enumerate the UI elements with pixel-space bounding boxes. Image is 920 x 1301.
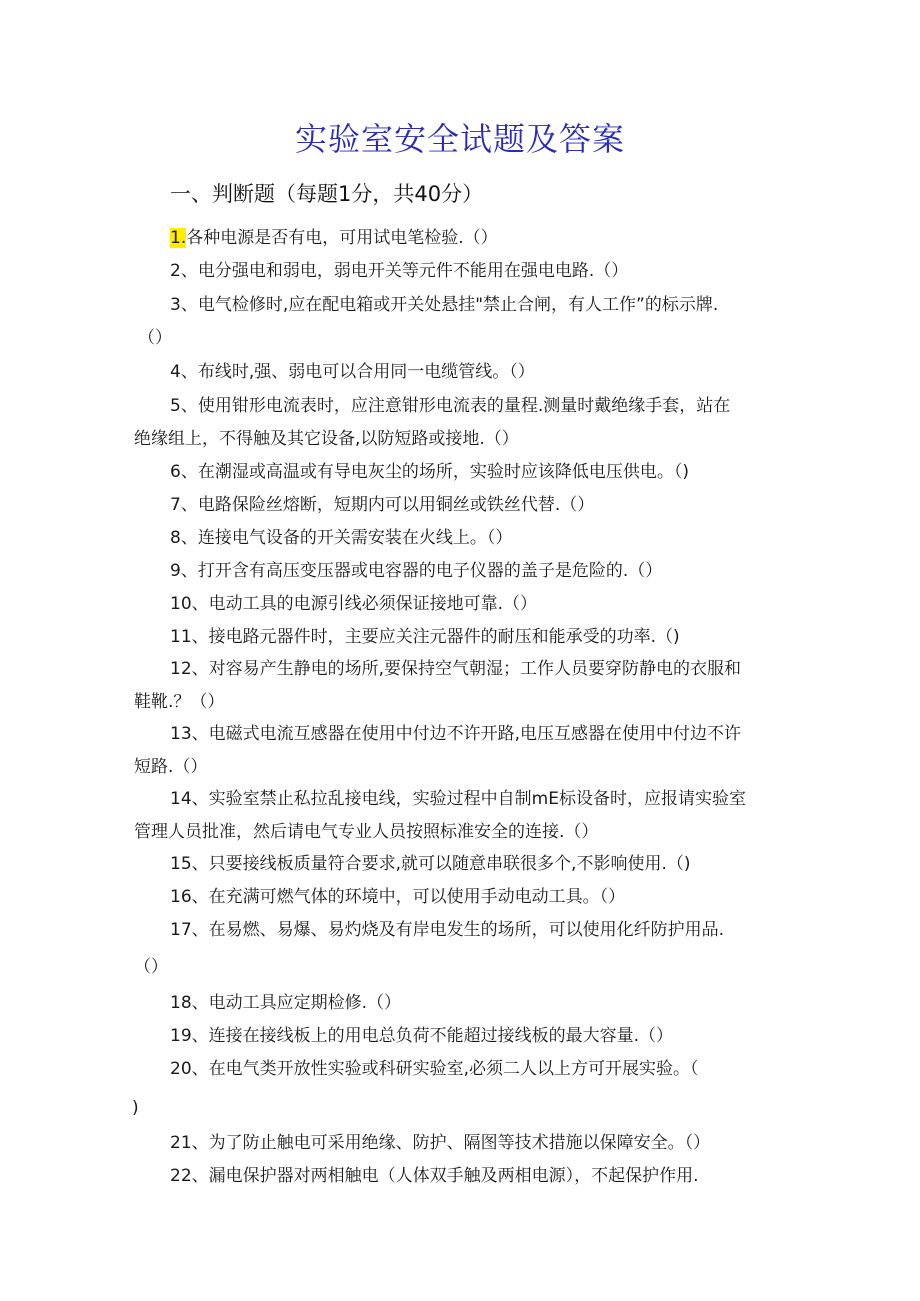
question-13 xyxy=(170,724,741,744)
question-number: 11、 xyxy=(170,627,209,647)
question-3-continuation: （） xyxy=(138,328,172,348)
question-4 xyxy=(170,362,535,382)
question-text: 各种电源是否有电，可用试电笔检验.（） xyxy=(186,228,498,248)
question-20-continuation: ) xyxy=(132,1098,139,1118)
question-number: 12、 xyxy=(170,659,209,679)
question-text: 使用钳形电流表时，应注意钳形电流表的量程.测量时戴绝缘手套，站在 xyxy=(197,396,731,416)
question-number: 22、 xyxy=(170,1166,209,1186)
question-12-continuation: 鞋靴.？（） xyxy=(134,692,225,712)
question-20 xyxy=(170,1059,699,1079)
question-number: 9、 xyxy=(170,561,198,581)
question-7 xyxy=(170,495,594,515)
document-title: 实验室安全试题及答案 xyxy=(294,120,625,158)
question-number: 16、 xyxy=(170,887,209,907)
question-number: 5、 xyxy=(170,396,198,416)
question-text: 只要接线板质量符合要求,就可以随意串联很多个,不影响使用.（) xyxy=(208,854,691,874)
question-17 xyxy=(170,920,724,940)
question-number: 1. xyxy=(170,228,187,248)
question-number: 21、 xyxy=(170,1133,209,1153)
question-8 xyxy=(170,528,512,548)
question-10 xyxy=(170,594,537,614)
question-number: 6、 xyxy=(170,462,198,482)
question-number: 19、 xyxy=(170,1026,209,1046)
question-number: 4、 xyxy=(170,362,198,382)
question-13-continuation: 短路.（） xyxy=(134,757,208,777)
question-text: 在易燃、易爆、易灼烧及有岸电发生的场所，可以使用化纤防护用品. xyxy=(208,920,725,940)
question-11 xyxy=(170,627,680,647)
question-text: 电动工具应定期检修.（） xyxy=(208,993,402,1013)
question-12 xyxy=(170,659,741,679)
question-number: 20、 xyxy=(170,1059,209,1079)
question-5-continuation: 绝缘组上，不得触及其它设备,以防短路或接地.（） xyxy=(134,429,519,449)
question-number: 3、 xyxy=(170,295,198,315)
question-number: 10、 xyxy=(170,594,209,614)
question-16 xyxy=(170,887,625,907)
question-text: 电分强电和弱电，弱电开关等元件不能用在强电电路.（） xyxy=(197,261,629,281)
question-number: 15、 xyxy=(170,854,209,874)
question-number: 7、 xyxy=(170,495,198,515)
question-text: 在充满可燃气体的环境中，可以使用手动电动工具。（） xyxy=(208,887,626,907)
question-6 xyxy=(170,462,689,482)
question-number: 14、 xyxy=(170,789,209,809)
question-text: 布线时,强、弱电可以合用同一电缆管线。（） xyxy=(197,362,535,382)
question-15 xyxy=(170,854,690,874)
question-number: 2、 xyxy=(170,261,198,281)
question-19 xyxy=(170,1026,673,1046)
question-text: 连接在接线板上的用电总负荷不能超过接线板的最大容量.（） xyxy=(208,1026,674,1046)
question-text: 电磁式电流互感器在使用中付边不许开路,电压互感器在使用中付边不许 xyxy=(208,724,742,744)
question-text: 电路保险丝熔断，短期内可以用铜丝或铁丝代替.（） xyxy=(197,495,595,515)
question-text: 漏电保护器对两相触电（人体双手触及两相电源），不起保护作用. xyxy=(208,1166,699,1186)
question-14 xyxy=(170,789,746,809)
question-text: 电动工具的电源引线必须保证接地可靠.（） xyxy=(208,594,538,614)
question-text: 连接电气设备的开关需安装在火线上。（） xyxy=(197,528,513,548)
question-number: 8、 xyxy=(170,528,198,548)
question-1 xyxy=(170,228,498,248)
question-text: 在潮湿或高温或有导电灰尘的场所，实验时应该降低电压供电。（) xyxy=(197,462,689,482)
question-text: 实验室禁止私拉乱接电线，实验过程中自制mE标设备时，应报请实验室 xyxy=(208,789,746,809)
question-number: 18、 xyxy=(170,993,209,1013)
question-text: 对容易产生静电的场所,要保持空气朝湿；工作人员要穿防静电的衣服和 xyxy=(208,659,742,679)
question-18 xyxy=(170,993,401,1013)
question-21 xyxy=(170,1133,710,1153)
question-2 xyxy=(170,261,628,281)
question-5 xyxy=(170,396,730,416)
question-text: 为了防止触电可采用绝缘、防护、隔图等技术措施以保障安全。（） xyxy=(208,1133,711,1153)
question-text: 电气检修时,应在配电箱或开关处悬挂"禁止合闸，有人工作”的标示牌. xyxy=(197,295,719,315)
section-heading: 一、判断题（每题1分，共40分） xyxy=(170,182,484,206)
question-3 xyxy=(170,295,718,315)
question-text: 在电气类开放性实验或科研实验室,必须二人以上方可开展实验。（ xyxy=(208,1059,699,1079)
question-number: 17、 xyxy=(170,920,209,940)
question-text: 接电路元器件时，主要应关注元器件的耐压和能承受的功率.（) xyxy=(208,627,680,647)
question-9 xyxy=(170,561,662,581)
question-number: 13、 xyxy=(170,724,209,744)
question-17-continuation: （） xyxy=(134,957,168,977)
question-14-continuation: 管理人员批准，然后请电气专业人员按照标准安全的连接.（） xyxy=(134,822,599,842)
question-22 xyxy=(170,1166,699,1186)
question-text: 打开含有高压变压器或电容器的电子仪器的盖子是危险的.（） xyxy=(197,561,663,581)
